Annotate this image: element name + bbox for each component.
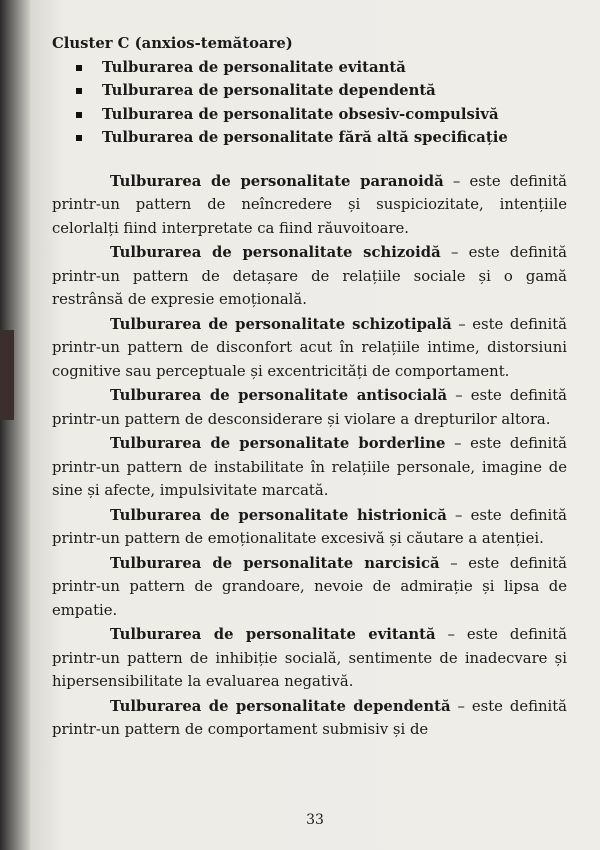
definition-text: – este definită printr-un pattern de comportament submisiv și de [52, 697, 567, 738]
definition-paragraph [52, 695, 567, 742]
definition-term: Tulburarea de personalitate schizotipală [110, 315, 452, 333]
book-page [30, 0, 600, 850]
list-item-label: Tulburarea de personalitate evitantă [102, 58, 406, 76]
bullet-icon [76, 112, 82, 118]
bullet-icon [76, 135, 82, 141]
definition-paragraph [52, 552, 567, 623]
list-item [76, 126, 567, 150]
bullet-icon [76, 65, 82, 71]
definition-term: Tulburarea de personalitate dependentă [110, 697, 451, 715]
definition-term: Tulburarea de personalitate evitantă [110, 626, 436, 643]
definition-paragraph [52, 384, 567, 431]
definition-text: – este definită printr-un pattern de detașare de relațiile sociale și o gamă restrânsă de expresie emoțională. [52, 244, 567, 308]
definition-paragraph [52, 170, 567, 241]
list-item-label: Tulburarea de personalitate obsesiv-compulsivă [102, 105, 499, 123]
definition-term: Tulburarea de personalitate paranoidă [110, 172, 444, 190]
definition-text: – este definită printr-un pattern de grandoare, nevoie de admirație și lipsa de empatie. [52, 554, 567, 619]
book-spine [0, 0, 30, 850]
definition-paragraph [52, 432, 567, 503]
cluster-list [52, 56, 567, 150]
definition-text: – este definită printr-un pattern de inhibiție socială, sentimente de inadecvare și hipersensibilitate la evaluarea negativă. [52, 626, 567, 690]
page-content [52, 32, 567, 743]
definition-text: – este definită printr-un pattern de disconfort acut în relațiile intime, distorsiuni cognitive sau perceptuale și excentricități de comportament. [52, 315, 567, 380]
definition-paragraph [52, 313, 567, 384]
bullet-icon [76, 88, 82, 94]
spine-band [0, 330, 14, 420]
cluster-title: Cluster C (anxios-temătoare) [52, 35, 293, 52]
list-item-label: Tulburarea de personalitate dependentă [102, 82, 436, 99]
definition-text: – este definită printr-un pattern de emoționalitate excesivă și căutare a atenției. [52, 506, 567, 547]
definition-paragraph [52, 623, 567, 694]
definition-term: Tulburarea de personalitate narcisică [110, 554, 440, 572]
list-item [76, 103, 567, 127]
definition-term: Tulburarea de personalitate histrionică [110, 506, 447, 524]
definition-paragraph [52, 504, 567, 551]
definition-text: – este definită printr-un pattern de desconsiderare și violare a drepturilor altora. [52, 387, 567, 428]
list-item [76, 56, 567, 80]
definition-term: Tulburarea de personalitate borderline [110, 435, 446, 452]
list-item-label: Tulburarea de personalitate fără altă specificație [102, 129, 508, 146]
page-number: 33 [306, 812, 324, 828]
definition-term: Tulburarea de personalitate schizoidă [110, 244, 441, 261]
list-item [76, 79, 567, 103]
definition-text: – este definită printr-un pattern de neîncredere și suspiciozitate, intențiile celorlalți fiind interpretate ca fiind răuvoitoare. [52, 172, 567, 237]
definition-paragraph [52, 241, 567, 312]
definition-term: Tulburarea de personalitate antisocială [110, 387, 448, 404]
definition-text: – este definită printr-un pattern de instabilitate în relațiile personale, imagine de sine și afecte, impulsivitate marcată. [52, 435, 567, 499]
